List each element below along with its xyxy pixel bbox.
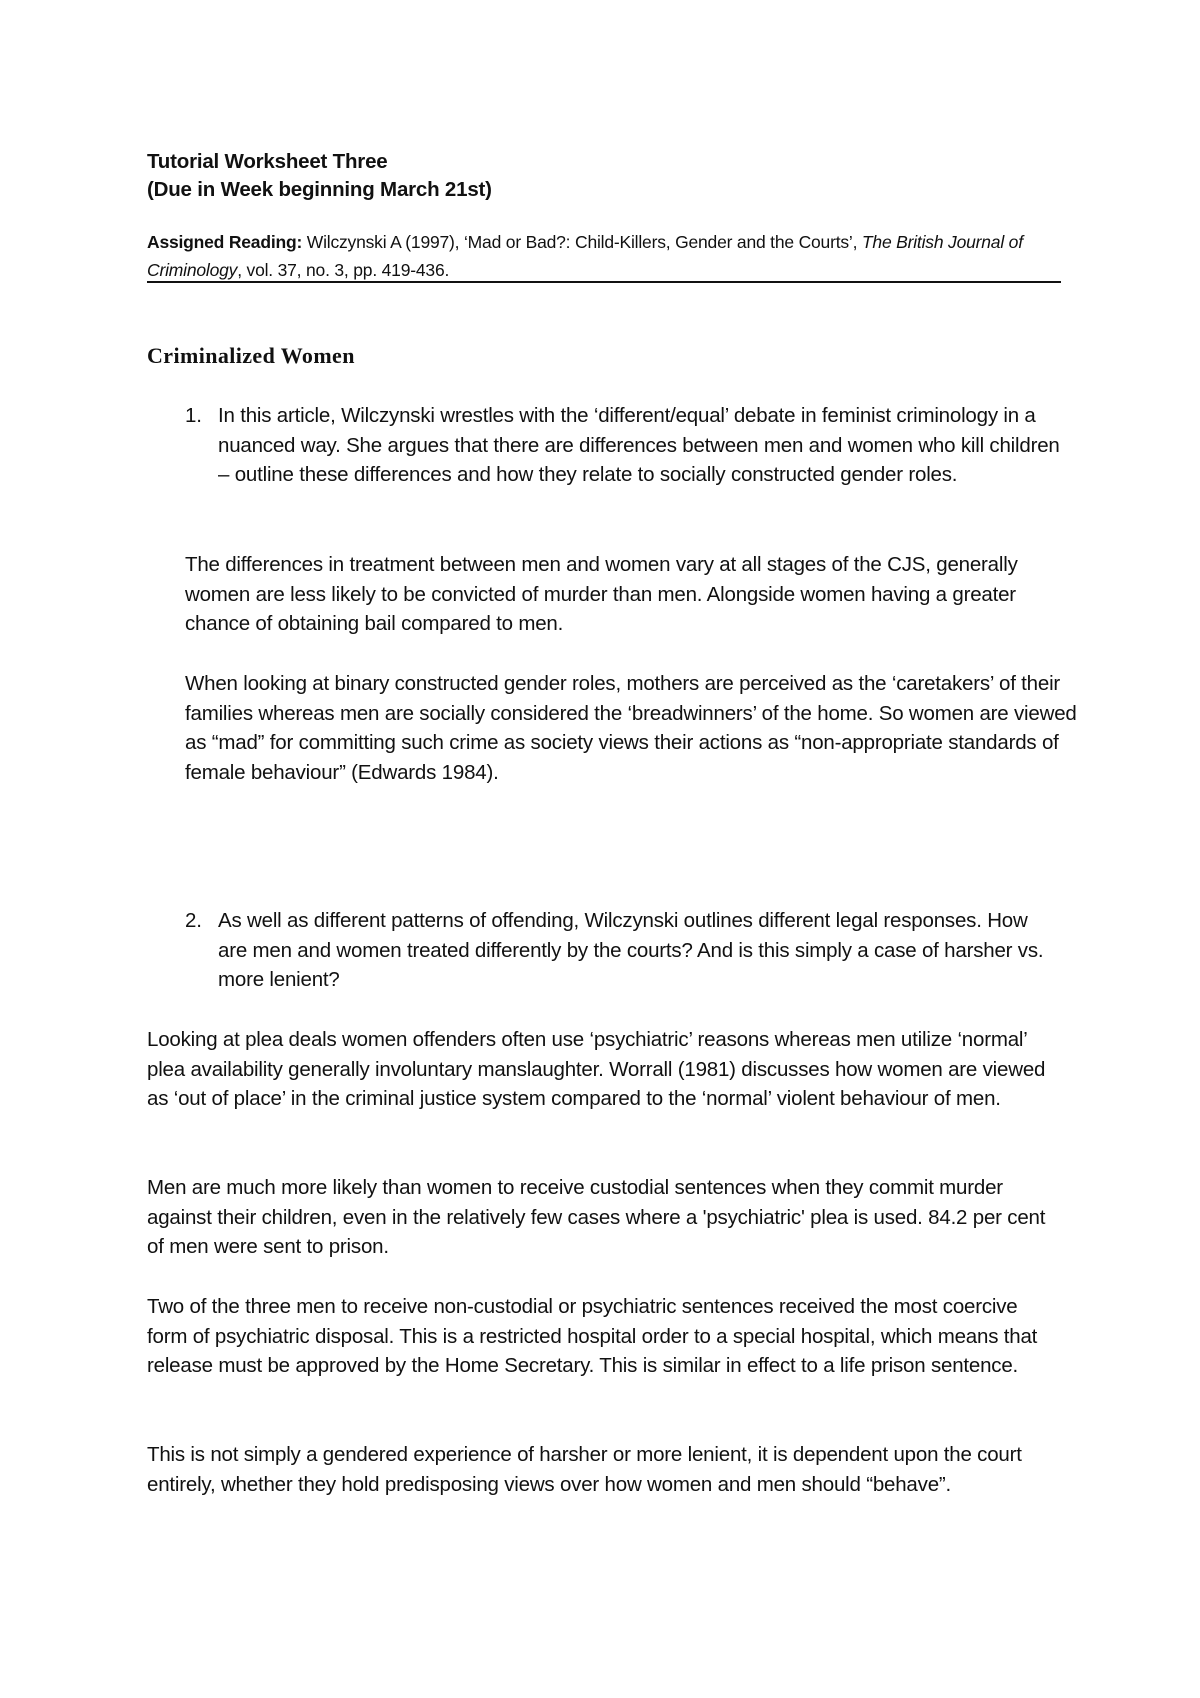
question-1 (185, 401, 1060, 490)
answer-paragraph: Men are much more likely than women to receive custodial sentences when they commit murder against their children, even in the relatively few cases where a 'psychiatric' plea is used. 84.2 per cent of men were sent to prison. (147, 1176, 1046, 1259)
assigned-reading-details: , vol. 37, no. 3, pp. 419-436. (237, 260, 450, 280)
question-number: 1. (185, 404, 202, 427)
assigned-reading-label: Assigned Reading: (147, 232, 303, 252)
assigned-reading (147, 228, 1067, 284)
question-number: 2. (185, 909, 202, 932)
question-text: In this article, Wilczynski wrestles with the ‘different/equal’ debate in feminist criminology in a nuanced way. She argues that there are differences between men and women who kill children – outline these differences and how they relate to socially constructed gender roles. (218, 404, 1060, 487)
question-text: As well as different patterns of offending, Wilczynski outlines different legal responses. How are men and women treated differently by the courts? And is this simply a case of harsher vs. more lenient? (218, 909, 1044, 992)
answer-paragraph: This is not simply a gendered experience of harsher or more lenient, it is dependent upon the court entirely, whether they hold predisposing views over how women and men should “behave”. (147, 1443, 1022, 1496)
question-2 (185, 906, 1060, 995)
answer-paragraph: The differences in treatment between men and women vary at all stages of the CJS, generally women are less likely to be convicted of murder than men. Alongside women having a greater chance of obtaining bail compared to men. (185, 553, 1018, 636)
answer-paragraph: Looking at plea deals women offenders often use ‘psychiatric’ reasons whereas men utilize ‘normal’ plea availability generally involuntary manslaughter. Worrall (1981) discusses how women are viewed as ‘out of place’ in the criminal justice system compared to the ‘normal’ violent behaviour of men. (147, 1028, 1046, 1111)
assigned-reading-journal: The British Journal of Criminology (147, 232, 1023, 280)
header-divider (147, 281, 1061, 283)
due-date-line: (Due in Week beginning March 21st) (147, 178, 492, 201)
answer-paragraph: When looking at binary constructed gender roles, mothers are perceived as the ‘caretakers’ of their families whereas men are socially considered the ‘breadwinners’ of the home. So women are viewed as “mad” for committing such crime as society views their actions as “non-appropriate standards of female behaviour” (Edwards 1984). (185, 672, 1077, 784)
assigned-reading-citation: Wilczynski A (1997), ‘Mad or Bad?: Child-Killers, Gender and the Courts’, (302, 232, 862, 252)
worksheet-title: Tutorial Worksheet Three (147, 150, 388, 173)
section-heading: Criminalized Women (147, 343, 355, 368)
answer-paragraph: Two of the three men to receive non-custodial or psychiatric sentences received the most coercive form of psychiatric disposal. This is a restricted hospital order to a special hospital, which means that release must be approved by the Home Secretary. This is similar in effect to a life prison sentence. (147, 1295, 1038, 1378)
